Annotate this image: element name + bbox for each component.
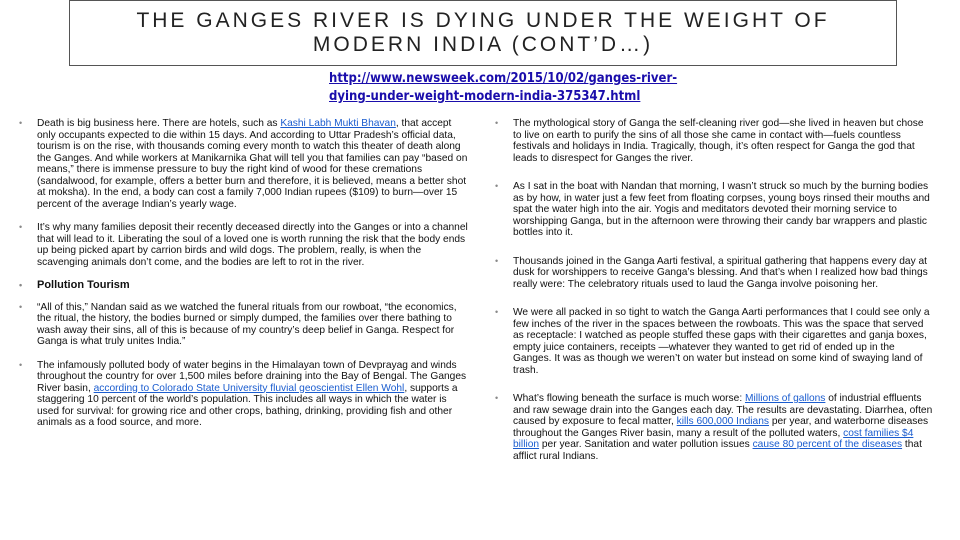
text: per year. Sanitation and water pollution issues: [539, 439, 753, 450]
colorado-state-link[interactable]: according to Colorado State University fluvial geoscientist Ellen Wohl: [93, 382, 405, 394]
text: of industrial effluents and raw sewage drain into the Ganges each day. The results are devastating. Diarrhea, often caused by exposure to fecal matter,: [513, 393, 933, 427]
right-bullet-2: • As I sat in the boat with Nandan that morning, I wasn’t struck so much by the burning bodies as by how, in water just a few feet from floating corpses, young boys rinsed their mouths and spat the water high into the air. Yogis and meditators devoted their morning service to worshipping Ganga, but in the afternoon were throwing their candy bar wrappers and plastic bottles into it.: [494, 181, 934, 239]
left-bullet-2: • It’s why many families deposit their recently deceased directly into the Ganges or into a channel that will lead to it. Liberating the soul of a loved one is worth running the risk that the body ends up being picked apart by carrion birds and wild dogs. The problem, really, is when the scavenging animals don’t come, and the bodies are left to rot in the river.: [18, 222, 468, 268]
right-bullet-5: [494, 393, 934, 462]
right-bullet-list: [494, 118, 934, 462]
cost-families-link[interactable]: cost families $4 billion: [513, 427, 914, 450]
text: that afflict rural Indians.: [513, 439, 922, 462]
source-url-link[interactable]: [329, 70, 749, 106]
right-bullet-4: • We were all packed in so tight to watch the Ganga Aarti performances that I could see only a few inches of the river in the spaces between the rowboats. This was the space that served as receptacle: I watched as people stuffed these gaps with their cigarettes and ganja boxes, empty juice containers, receipts —whatever they wanted to get rid of ended up in the Ganges. It was as though we weren’t on water but instead on some kind of swaying land of trash.: [494, 307, 934, 376]
kashi-labh-link[interactable]: Kashi Labh Mukti Bhavan: [280, 118, 396, 129]
text: , that accept only occupants expected to die within 15 days. And according to Uttar Pradesh’s official data, tourism is on the rise, with thousands coming every month to watch this theater of death along the Ganges. And while workers at Manikarnika Ghat will tell you that families can pay “based on means,” there is immense pressure to buy the right kind of wood for these cremations (sandalwood, for example, offers a better burn and therefore, it is believed, means a better shot at moksha). In the end, a body can cost a family 7,000 Indian rupees ($109) to burn—over 15 percent of the average Indian’s yearly wage.: [37, 118, 468, 210]
source-url-line-2[interactable]: dying-under-weight-modern-india-375347.html: [329, 89, 641, 104]
title-line-1: THE GANGES RIVER IS DYING UNDER THE WEIGHT OF: [136, 9, 830, 32]
left-bullet-3-heading: • Pollution Tourism: [18, 280, 468, 292]
left-bullet-4: • “All of this,” Nandan said as we watched the funeral rituals from our rowboat, “the economics, the ritual, the history, the bodies burned or simply dumped, the families over there bathing to wash away their sins, all of this is because of my country’s deep belief in Ganga. Respect for Ganga is what truly unites India.”: [18, 302, 468, 348]
cause-80-percent-link[interactable]: cause 80 percent of the diseases: [752, 439, 903, 450]
text: The infamously polluted body of water begins in the Himalayan town of Devprayag and winds throughout the country for over 1,500 miles before draining into the Bay of Bengal. The Ganges River basin,: [37, 359, 467, 394]
right-bullet-3: • Thousands joined in the Ganga Aarti festival, a spiritual gathering that happens every day at dusk for worshippers to receive Ganga’s blessing. And that’s when I realized how bad things really were: The celebratory rituals used to laud the Ganga involve poisoning her.: [494, 256, 934, 291]
source-url-line-1[interactable]: http://www.newsweek.com/2015/10/02/ganges-river-: [329, 71, 678, 86]
right-bullet-1: • The mythological story of Ganga the self-cleaning river god—she lived in heaven but chose to live on earth to purify the sins of all those she came in contact with—fuels countless festivals and holidays in India. Tragically, though, it’s often respect for Ganga the god that leads to disrespect for Ganges the river.: [494, 118, 934, 164]
left-column: [18, 118, 468, 429]
slide-title: [69, 0, 897, 66]
millions-of-gallons-link[interactable]: Millions of gallons: [744, 393, 826, 404]
text: , supports a staggering 10 percent of the world’s population. This includes all ways in which the water is used for survival: for growing rice and other crops, bathing, drinking, providing fish and other animals as a food source, and more.: [37, 382, 458, 428]
left-bullet-1: [18, 118, 468, 210]
title-line-2: MODERN INDIA (CONT’D…): [312, 33, 654, 56]
text: Death is big business here. There are hotels, such as: [37, 118, 281, 129]
left-bullet-list: [18, 118, 468, 429]
text: per year, and waterborne diseases throughout the Ganges River basin, many a result of the polluted waters,: [513, 416, 929, 439]
right-column: [494, 118, 934, 462]
left-bullet-5: [18, 360, 468, 429]
kills-600000-link[interactable]: kills 600,000 Indians: [676, 416, 769, 427]
text: What’s flowing beneath the surface is much worse:: [513, 393, 745, 404]
